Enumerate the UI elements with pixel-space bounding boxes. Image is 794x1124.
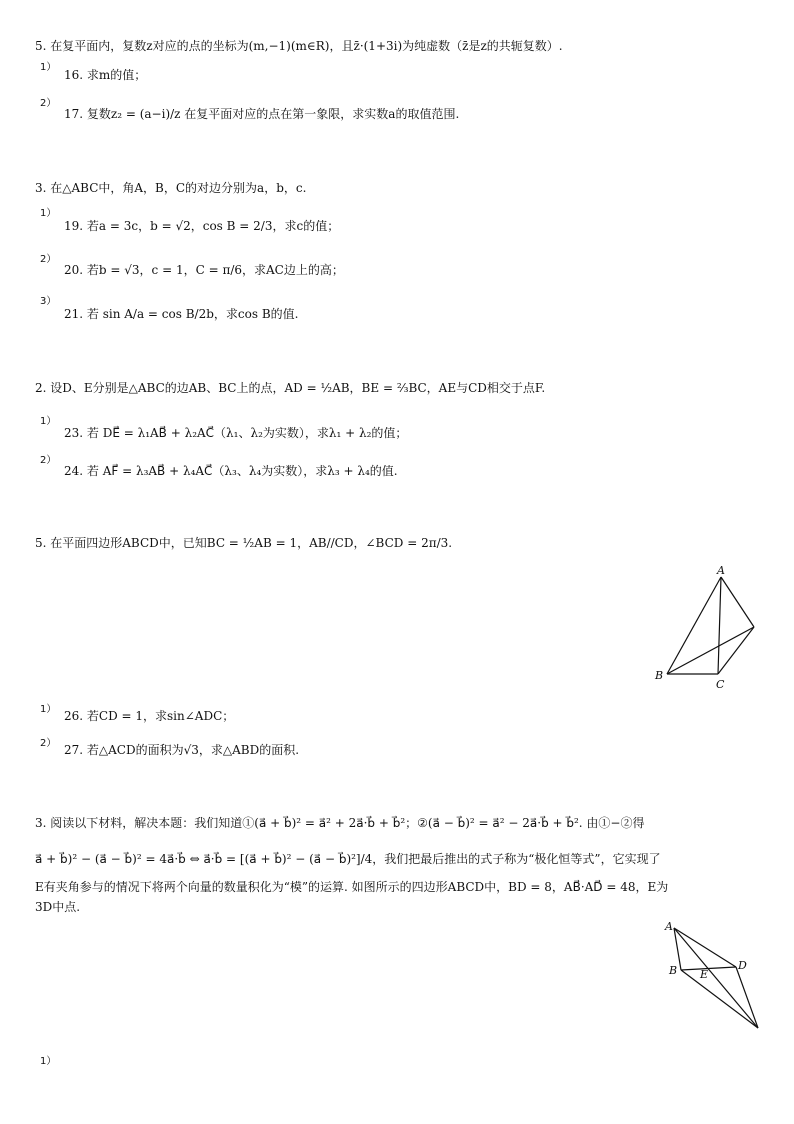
- vertex-label-a: A: [717, 564, 725, 577]
- vertex-label-b: B: [655, 669, 664, 682]
- problem-28-line-2: a⃗ + b⃗)² − (a⃗ − b⃗)² = 4a⃗·b⃗ ⇔ a⃗·b⃗ = [(a⃗ + b⃗)² − (a⃗ − b⃗)²]/4，我们把最后推出的式子称为“极化恒等式”，它实现了: [35, 852, 661, 866]
- question-21: 21. 若 sin A/a = cos B/2b，求cos B的值.: [64, 307, 299, 321]
- problem-28-line-1: 3. 阅读以下材料，解决本题：我们知道①(a⃗ + b⃗)² = a⃗² + 2a⃗·b⃗ + b⃗²；②(a⃗ − b⃗)² = a⃗² − 2a⃗·b⃗ + b⃗². 由①−②得: [35, 816, 645, 830]
- question-24: 24. 若 AF⃗ = λ₃AB⃗ + λ₄AC⃗（λ₃、λ₄为实数），求λ₃ + λ₄的值.: [64, 464, 398, 478]
- problem-15-stem: 5. 在复平面内，复数z对应的点的坐标为(m,−1)(m∈R)，且z̄·(1+3i)为纯虚数（z̄是z的共轭复数）.: [35, 39, 563, 53]
- subquestion-marker: 1）: [40, 704, 57, 715]
- problem-18-stem: 3. 在△ABC中，角A，B，C的对边分别为a，b，c.: [35, 181, 307, 195]
- question-26: 26. 若CD = 1，求sin∠ADC；: [64, 709, 235, 723]
- vertex-label-e: E: [700, 968, 709, 981]
- question-19: 19. 若a = 3c，b = √2，cos B = 2/3，求c的值；: [64, 219, 340, 233]
- problem-25-stem: 5. 在平面四边形ABCD中，已知BC = ½AB = 1，AB//CD，∠BCD = 2π/3.: [35, 536, 453, 550]
- subquestion-marker: 3）: [40, 296, 57, 307]
- subquestion-marker: 1）: [40, 1056, 57, 1067]
- subquestion-marker: 1）: [40, 208, 57, 219]
- problem-28-line-4: 3D中点.: [35, 900, 81, 914]
- subquestion-marker: 2）: [40, 254, 57, 265]
- vertex-label-c: C: [716, 678, 725, 691]
- question-23: 23. 若 DE⃗ = λ₁AB⃗ + λ₂AC⃗（λ₁、λ₂为实数），求λ₁ + λ₂的值；: [64, 426, 408, 440]
- question-20: 20. 若b = √3，c = 1，C = π/6，求AC边上的高；: [64, 263, 344, 277]
- quadrilateral-figure-1: [650, 563, 760, 693]
- vertex-label-a: A: [665, 920, 673, 933]
- question-17: 17. 复数z₂ = (a−i)/z 在复平面对应的点在第一象限，求实数a的取值范围.: [64, 107, 460, 121]
- vertex-label-d: D: [738, 959, 747, 972]
- subquestion-marker: 1）: [40, 416, 57, 427]
- problem-28-line-3: E有夹角参与的情况下将两个向量的数量积化为“模”的运算. 如图所示的四边形ABCD中，BD = 8，AB⃗·AD⃗ = 48，E为: [35, 880, 669, 894]
- subquestion-marker: 1）: [40, 62, 57, 73]
- subquestion-marker: 2）: [40, 455, 57, 466]
- problem-22-stem: 2. 设D、E分别是△ABC的边AB、BC上的点，AD = ½AB，BE = ⅔BC，AE与CD相交于点F.: [35, 381, 546, 395]
- quadrilateral-figure-2: [660, 918, 765, 1033]
- subquestion-marker: 2）: [40, 98, 57, 109]
- subquestion-marker: 2）: [40, 738, 57, 749]
- question-27: 27. 若△ACD的面积为√3，求△ABD的面积.: [64, 743, 300, 757]
- vertex-label-b: B: [669, 964, 678, 977]
- question-16: 16. 求m的值；: [64, 68, 147, 82]
